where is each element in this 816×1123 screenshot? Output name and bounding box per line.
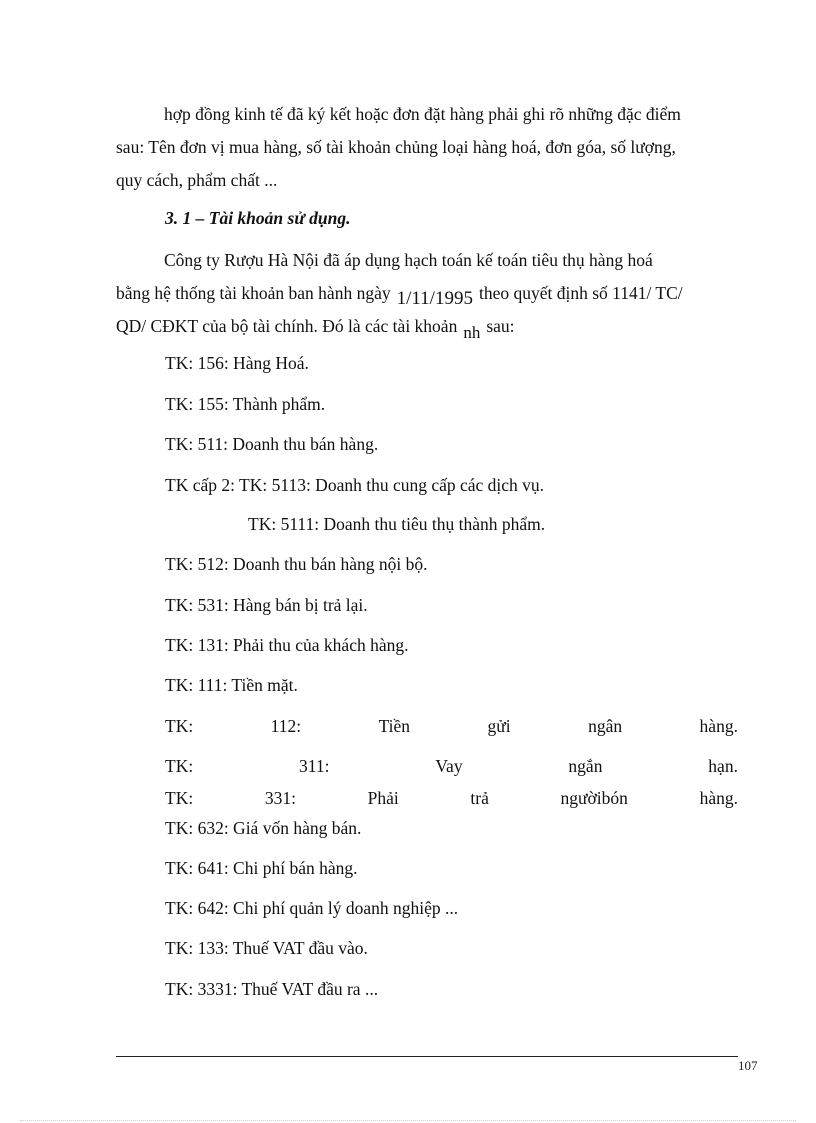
account-line: TK: 155: Thành phẩm.: [165, 394, 326, 414]
account-line: TK: 156: Hàng Hoá.: [165, 353, 309, 373]
account-line: TK: 641: Chi phí bán hàng.: [165, 858, 358, 878]
body-line-2-end: theo quyết định số 1141/ TC/: [478, 283, 683, 303]
body-paragraph: [116, 244, 738, 343]
spread-word: TK:: [165, 716, 194, 736]
spread-word: TK:: [165, 756, 194, 776]
body-line-1: [116, 244, 738, 277]
spread-word: 331:: [264, 788, 296, 808]
spread-word: hàng.: [699, 716, 738, 736]
account-line: TK: 511: Doanh thu bán hàng.: [165, 434, 379, 454]
account-line: TK: 512: Doanh thu bán hàng nội bộ.: [165, 554, 428, 574]
spread-word: hạn.: [708, 756, 738, 776]
account-line-spread: [165, 716, 738, 737]
account-line: TK cấp 2: TK: 5113: Doanh thu cung cấp các dịch vụ.: [165, 475, 545, 495]
body-line-3-start: QD/ CĐKT của bộ tài chính. Đó là các tài khoản: [116, 316, 458, 336]
spread-word: 112:: [270, 716, 302, 736]
decision-date: 1/11/1995: [396, 288, 473, 309]
inline-nh-fragment: nh: [463, 323, 481, 342]
intro-line-3-text: quy cách, phẩm chất ...: [116, 170, 278, 190]
intro-line-2-text: sau: Tên đơn vị mua hàng, số tài khoản chủng loại hàng hoá, đơn góa, số lượng,: [116, 137, 676, 157]
body-line-1-text: Công ty Rượu Hà Nội đã áp dụng hạch toán kế toán tiêu thụ hàng hoá: [164, 250, 653, 270]
account-line: TK: 111: Tiền mặt.: [165, 675, 298, 695]
spread-word: Vay: [435, 756, 463, 776]
page-number: 107: [738, 1058, 758, 1073]
account-line: TK: 632: Giá vốn hàng bán.: [165, 818, 362, 838]
footer-rule: [116, 1056, 738, 1057]
spread-word: gửi: [487, 716, 511, 736]
account-line: TK: 131: Phải thu của khách hàng.: [165, 635, 409, 655]
account-line: TK: 531: Hàng bán bị trả lại.: [165, 595, 368, 615]
spread-word: TK:: [165, 788, 194, 808]
intro-line-3: [116, 164, 738, 197]
intro-paragraph: [116, 98, 738, 197]
body-line-2-start: bằng hệ thống tài khoản ban hành ngày: [116, 283, 391, 303]
spread-word: Phải: [367, 788, 399, 808]
spread-word: ngắn: [568, 756, 603, 776]
spread-word: hàng.: [699, 788, 738, 808]
account-line: TK: 642: Chi phí quản lý doanh nghiệp ...: [165, 898, 459, 918]
spread-word: ngườibón: [560, 788, 628, 808]
body-line-3-end: sau:: [486, 316, 515, 336]
spread-word: ngân: [588, 716, 623, 736]
account-line-spread: [165, 756, 738, 777]
spread-word: trả: [470, 788, 489, 808]
section-heading: 3. 1 – Tài khoản sử dụng.: [165, 208, 351, 228]
body-line-3: [116, 310, 738, 343]
intro-line-1: [116, 98, 738, 131]
account-line-spread: [165, 788, 738, 809]
account-line: TK: 3331: Thuế VAT đầu ra ...: [165, 979, 379, 999]
account-subline: TK: 5111: Doanh thu tiêu thụ thành phẩm.: [248, 514, 546, 534]
account-line: TK: 133: Thuế VAT đầu vào.: [165, 938, 368, 958]
spread-word: Tiền: [378, 716, 411, 736]
spread-word: 311:: [299, 756, 330, 776]
intro-line-1-text: hợp đồng kinh tế đã ký kết hoặc đơn đặt hàng phải ghi rõ những đặc điểm: [164, 104, 681, 124]
body-line-2: [116, 277, 738, 310]
intro-line-2: [116, 131, 738, 164]
page-bottom-border: [20, 1120, 796, 1121]
